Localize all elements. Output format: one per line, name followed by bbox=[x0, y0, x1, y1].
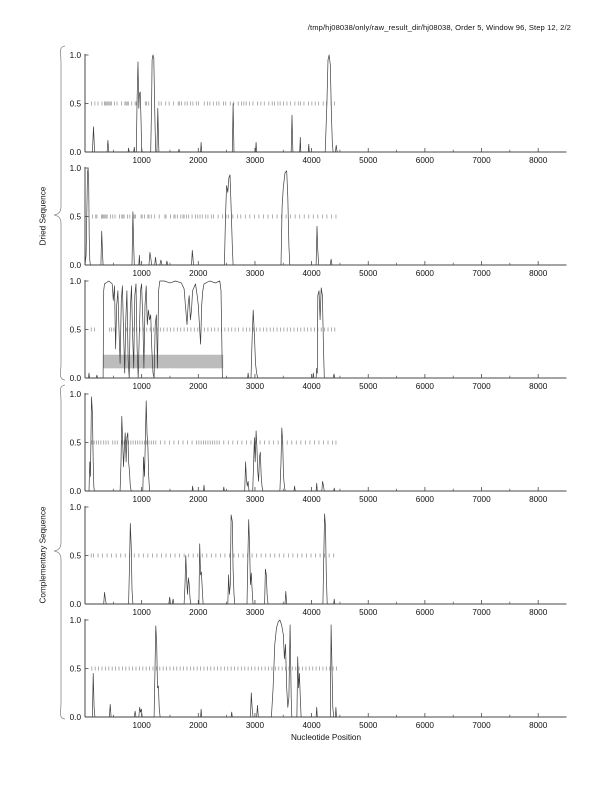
subplot-complementary-2 bbox=[70, 503, 567, 617]
subplot-dried-2 bbox=[70, 164, 567, 278]
half-level-markers bbox=[91, 554, 333, 558]
tick-label: 7000 bbox=[472, 156, 491, 165]
tick-label: 8000 bbox=[529, 269, 548, 278]
tick-label: 6000 bbox=[415, 721, 434, 730]
tick-label: 3000 bbox=[245, 382, 265, 391]
tick-label: 1.0 bbox=[69, 50, 81, 60]
tick-label: 5000 bbox=[359, 608, 378, 617]
tick-label: 5000 bbox=[359, 269, 378, 278]
tick-label: 1000 bbox=[132, 608, 151, 617]
signal-curve bbox=[85, 514, 335, 604]
half-level-markers bbox=[92, 102, 335, 106]
tick-label: 1.0 bbox=[69, 615, 81, 625]
group-label-dried-sequence: Dried Sequence bbox=[38, 186, 48, 246]
tick-label: 8000 bbox=[529, 382, 548, 391]
tick-label: 5000 bbox=[359, 156, 378, 165]
subplot-dried-1 bbox=[70, 51, 567, 165]
tick-label: 8000 bbox=[529, 495, 548, 504]
tick-label: 0.5 bbox=[69, 99, 81, 109]
tick-label: 8000 bbox=[529, 721, 548, 730]
tick-label: 1.0 bbox=[69, 276, 81, 286]
tick-label: 3000 bbox=[245, 495, 265, 504]
tick-label: 4000 bbox=[302, 721, 321, 730]
x-axis-label: Nucleotide Position bbox=[290, 733, 362, 742]
tick-label: 3000 bbox=[245, 721, 265, 730]
tick-label: 5000 bbox=[359, 495, 378, 504]
tick-label: 7000 bbox=[472, 382, 491, 391]
tick-label: 6000 bbox=[415, 269, 434, 278]
tick-label: 7000 bbox=[472, 608, 491, 617]
axes bbox=[85, 167, 567, 265]
half-level-markers bbox=[92, 215, 336, 219]
tick-label: 0.5 bbox=[69, 325, 81, 335]
brace-complementary-sequence bbox=[54, 385, 65, 719]
tick-label: 5000 bbox=[359, 382, 378, 391]
plot-title: /tmp/hj08038/only/raw_result_dir/hj08038, Order 5, Window 96, Step 12, 2/2 bbox=[307, 23, 571, 32]
tick-label: 6000 bbox=[415, 156, 434, 165]
highlight-region bbox=[103, 355, 223, 369]
tick-label: 2000 bbox=[189, 382, 208, 391]
tick-label: 6000 bbox=[415, 495, 434, 504]
tick-label: 3000 bbox=[245, 156, 265, 165]
tick-label: 4000 bbox=[302, 269, 321, 278]
tick-label: 1000 bbox=[132, 495, 151, 504]
signal-curve bbox=[85, 55, 337, 152]
group-label-complementary-sequence: Complementary Sequence bbox=[38, 506, 48, 604]
tick-label: 0.0 bbox=[69, 712, 81, 722]
tick-label: 0.5 bbox=[69, 438, 81, 448]
tick-label: 2000 bbox=[189, 269, 208, 278]
tick-label: 7000 bbox=[472, 269, 491, 278]
tick-label: 0.0 bbox=[69, 260, 81, 270]
tick-label: 1000 bbox=[132, 382, 151, 391]
tick-label: 3000 bbox=[245, 608, 265, 617]
tick-label: 1000 bbox=[132, 269, 151, 278]
tick-label: 5000 bbox=[359, 721, 378, 730]
tick-label: 8000 bbox=[529, 608, 548, 617]
tick-label: 1000 bbox=[132, 721, 151, 730]
tick-label: 0.5 bbox=[69, 664, 81, 674]
tick-label: 2000 bbox=[189, 608, 208, 617]
tick-label: 1.0 bbox=[69, 502, 81, 512]
tick-label: 7000 bbox=[472, 721, 491, 730]
subplot-complementary-1 bbox=[70, 390, 567, 504]
tick-label: 4000 bbox=[302, 495, 321, 504]
tick-label: 7000 bbox=[472, 495, 491, 504]
tick-label: 0.0 bbox=[69, 373, 81, 383]
tick-label: 6000 bbox=[415, 608, 434, 617]
tick-label: 4000 bbox=[302, 608, 321, 617]
half-level-markers bbox=[92, 667, 337, 671]
tick-label: 2000 bbox=[189, 495, 208, 504]
tick-label: 1.0 bbox=[69, 163, 81, 173]
tick-label: 1000 bbox=[132, 156, 151, 165]
tick-label: 0.0 bbox=[69, 599, 81, 609]
tick-label: 8000 bbox=[529, 156, 548, 165]
tick-label: 0.5 bbox=[69, 212, 81, 222]
tick-label: 4000 bbox=[302, 382, 321, 391]
subplot-dried-3 bbox=[70, 277, 567, 391]
tick-label: 0.5 bbox=[69, 551, 81, 561]
tick-label: 1.0 bbox=[69, 389, 81, 399]
tick-label: 6000 bbox=[415, 382, 434, 391]
tick-label: 0.0 bbox=[69, 486, 81, 496]
tick-label: 0.0 bbox=[69, 147, 81, 157]
tick-label: 3000 bbox=[245, 269, 265, 278]
subplot-complementary-3 bbox=[70, 616, 567, 730]
tick-label: 4000 bbox=[302, 156, 321, 165]
tick-label: 2000 bbox=[189, 156, 208, 165]
brace-dried-sequence bbox=[54, 46, 65, 380]
tick-label: 2000 bbox=[189, 721, 208, 730]
axes bbox=[85, 393, 567, 491]
